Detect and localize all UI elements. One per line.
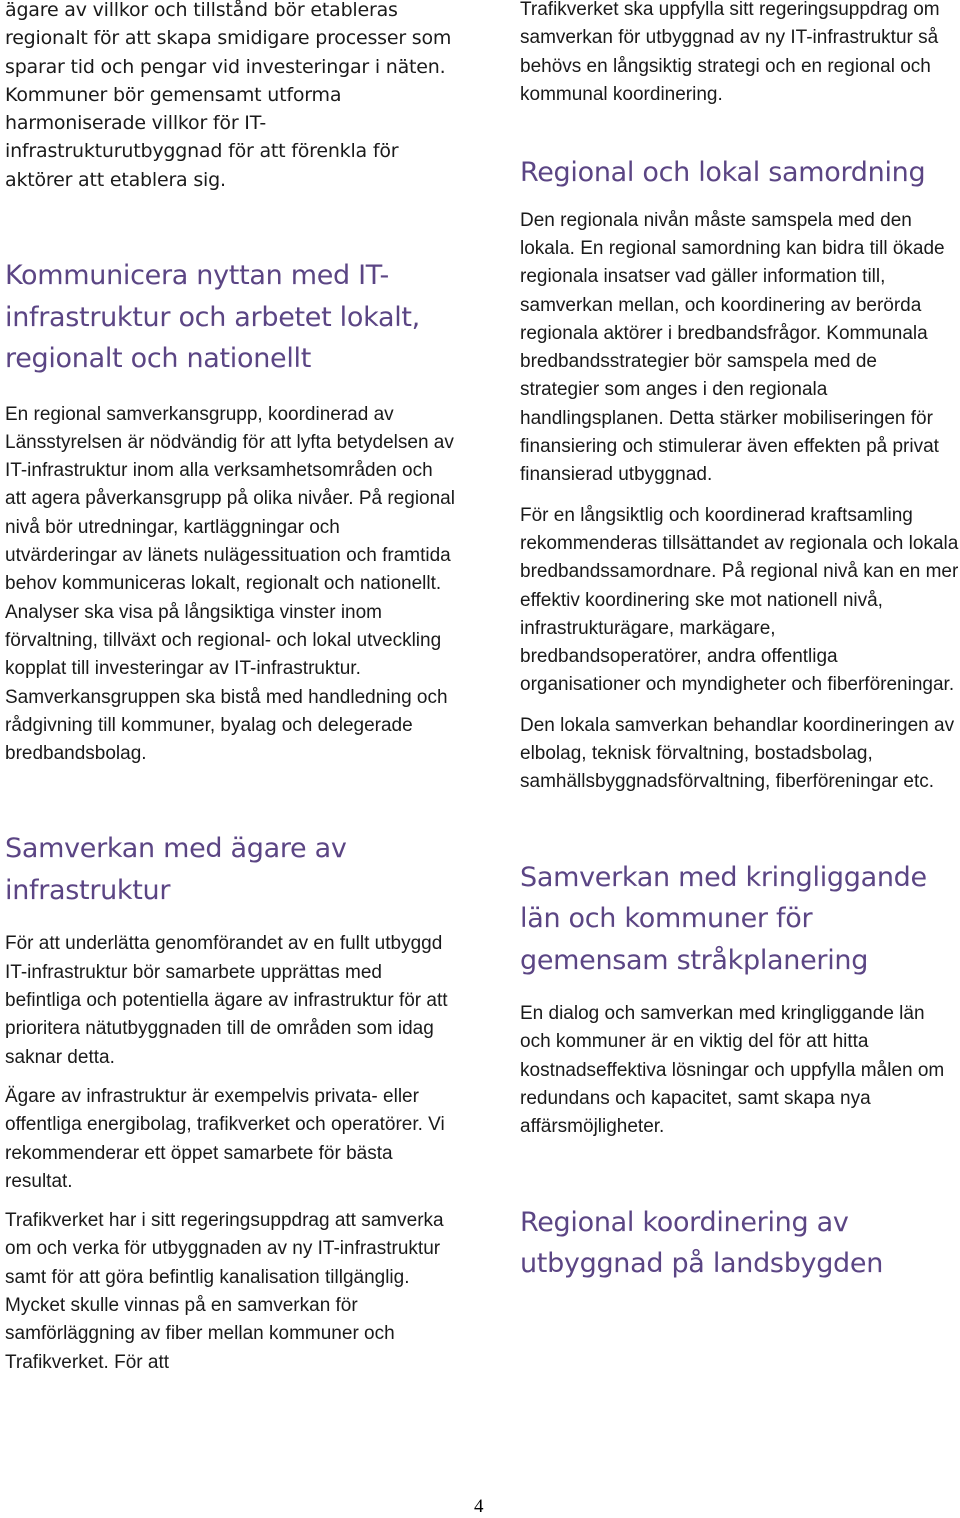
right-paragraph-4: En dialog och samverkan med kringliggande län och kommuner är en viktig del för att hitta kostnadseffektiva lösningar och uppfylla målen om redundans och kapacitet, samt skapa nya affärsmöjligheter.	[520, 1003, 945, 1138]
right-column	[520, 0, 960, 1285]
left-paragraph-4: Trafikverket har i sitt regeringsuppdrag att samverka om och verka för utbyggnaden av ny IT-infrastruktur samt för att göra befintlig kanalisation tillgänglig. Mycket skulle vinnas på en samverkan för samförläggning av fiber mellan kommuner och Trafikverket. För att	[5, 1210, 444, 1373]
heading-regional-koordinering: Regional koordinering av utbyggnad på landsbygden	[520, 1206, 884, 1280]
heading-kommunicera-nyttan: Kommunicera nyttan med IT-infrastruktur och arbetet lokalt, regionalt och nationellt	[5, 260, 420, 375]
right-intro-paragraph: Trafikverket ska uppfylla sitt regeringsuppdrag om samverkan för utbyggnad av ny IT-infrastruktur så behövs en långsiktig strategi och en regional och kommunal koordinering.	[520, 0, 940, 105]
right-paragraph-2: För en långsiktlig och koordinerad kraftsamling rekommenderas tillsättandet av regionala och lokala bredbandssamordnare. På regional nivå kan en mer effektiv koordinering ske mot nationell nivå, infrastrukturägare, markägare, bredbandsoperatörer, andra offentliga organisationer och myndigheter och fiberföreningar.	[520, 504, 959, 696]
left-paragraph-1: En regional samverkansgrupp, koordinerad av Länsstyrelsen är nödvändig för att lyfta betydelsen av IT-infrastruktur inom alla verksamhetsområden och att agera påverkansgrupp på olika nivåer. På regional nivå bör utredningar, kartläggningar och utvärderingar av länets nulägessituation och framtida behov kommuniceras lokalt, regionalt och nationellt. Analyser ska visa på långsiktiga vinster inom förvaltning, tillväxt och regional- och lokal utveckling kopplat till investeringar av IT-infrastruktur. Samverkansgruppen ska bistå med handledning och rådgivning till kommuner, byalag och delegerade bredbandsbolag.	[5, 403, 455, 765]
left-intro-paragraph: ägare av villkor och tillstånd bör etableras regionalt för att skapa smidigare processer som sparar tid och pengar vid investeringar i näten. Kommuner bör gemensamt utforma harmoniserade villkor för IT-infrastrukturutbyggnad för att förenkla för aktörer att etablera sig.	[5, 0, 452, 191]
heading-regional-lokal-samordning: Regional och lokal samordning	[520, 157, 926, 189]
right-paragraph-1: Den regionala nivån måste samspela med den lokala. En regional samordning kan bidra till ökade regionala insatser vad gäller information till, samverkan mellan, och koordinering av berörda regionala aktörer i bredbandsfrågor. Kommunala bredbandsstrategier bör samspela med de strategier som anges i den regionala handlingsplanen. Detta stärker mobiliseringen för finansiering och stimulerar även effekten på privat finansierad utbyggnad.	[520, 209, 945, 486]
heading-samverkan-kringliggande: Samverkan med kringliggande län och kommuner för gemensam stråkplanering	[520, 861, 927, 976]
heading-samverkan-agare: Samverkan med ägare av infrastruktur	[5, 833, 347, 906]
page-number: 4	[474, 1496, 484, 1517]
left-paragraph-3: Ägare av infrastruktur är exempelvis privata- eller offentliga energibolag, trafikverket och operatörer. Vi rekommenderar ett öppet samarbete för bästa resultat.	[5, 1085, 445, 1192]
left-column	[5, 0, 455, 1377]
right-paragraph-3: Den lokala samverkan behandlar koordineringen av elbolag, teknisk förvaltning, bostadsbolag, samhällsbyggnadsförvaltning, fiberföreningar etc.	[520, 714, 955, 793]
left-paragraph-2: För att underlätta genomförandet av en fullt utbyggd IT-infrastruktur bör samarbete upprättas med befintliga och potentiella ägare av infrastruktur för att prioritera nätutbyggnaden till de områden som idag saknar detta.	[5, 933, 448, 1068]
